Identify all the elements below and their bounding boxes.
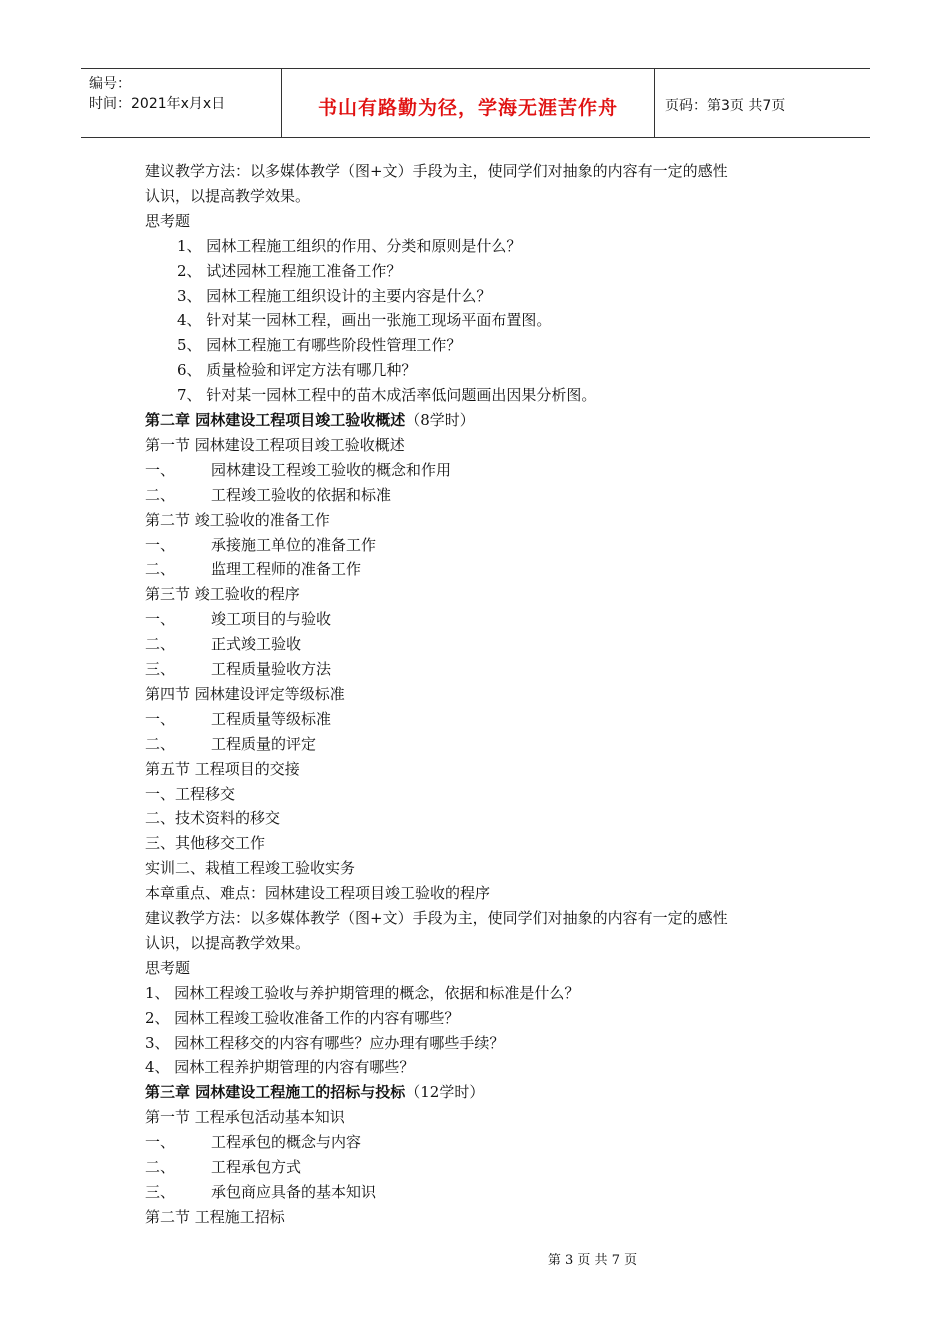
text-line bbox=[177, 310, 551, 330]
line-text: 工程竣工验收的依据和标准 bbox=[211, 485, 392, 504]
line-text: 第二章 园林建设工程项目竣工验收概述 bbox=[145, 411, 406, 429]
line-text: 4、 针对某一园林工程，画出一张施工现场平面布置图。 bbox=[177, 311, 552, 330]
text-line bbox=[145, 1207, 285, 1227]
item-number: 一、 bbox=[145, 460, 176, 479]
text-line bbox=[145, 1057, 414, 1077]
line-text: 实训二、栽植工程竣工验收实务 bbox=[145, 859, 356, 878]
text-line bbox=[145, 958, 190, 978]
line-text: 本章重点、难点：园林建设工程项目竣工验收的程序 bbox=[145, 884, 491, 903]
line-text: 2、 试述园林工程施工准备工作？ bbox=[177, 261, 402, 280]
line-text: 4、 园林工程养护期管理的内容有哪些？ bbox=[145, 1058, 415, 1077]
line-text: 竣工项目的与验收 bbox=[211, 610, 332, 629]
text-line bbox=[145, 1008, 459, 1028]
item-number: 二、 bbox=[145, 560, 176, 579]
line-text: 第二节 竣工验收的准备工作 bbox=[145, 510, 330, 529]
code-label: 编号： bbox=[89, 76, 131, 92]
credit-hours: （8学时） bbox=[405, 411, 475, 429]
line-text: 承包商应具备的基本知识 bbox=[211, 1182, 377, 1201]
line-text: 第五节 工程项目的交接 bbox=[145, 759, 300, 778]
item-number: 三、 bbox=[145, 660, 176, 678]
text-line bbox=[145, 186, 310, 206]
text-line bbox=[145, 1033, 504, 1053]
text-line bbox=[145, 833, 265, 853]
item-number: 二、 bbox=[145, 1158, 176, 1176]
line-text: 第三节 竣工验收的程序 bbox=[145, 585, 300, 604]
text-line bbox=[145, 460, 451, 480]
text-line bbox=[145, 983, 579, 1003]
time-label: 时间：2021年x月x日 bbox=[89, 96, 226, 112]
line-text: 认识，以提高教学效果。 bbox=[145, 186, 311, 205]
page-number-label: 页码：第3页 共7页 bbox=[665, 98, 786, 114]
text-line bbox=[145, 1182, 376, 1202]
header-motto-cell bbox=[282, 69, 655, 137]
line-text: 认识，以提高教学效果。 bbox=[145, 933, 311, 952]
line-text: 思考题 bbox=[145, 211, 191, 230]
line-text: 第三章 园林建设工程施工的招标与投标 bbox=[145, 1083, 406, 1102]
line-text: 3、 园林工程移交的内容有哪些？应办理有哪些手续？ bbox=[145, 1033, 505, 1052]
line-text: 6、 质量检验和评定方法有哪几种？ bbox=[177, 361, 417, 380]
line-text: 建议教学方法：以多媒体教学（图+文）手段为主，使同学们对抽象的内容有一定的感性 bbox=[145, 909, 728, 927]
line-text: 工程质量的评定 bbox=[211, 734, 317, 753]
line-text: 三、其他移交工作 bbox=[145, 834, 266, 853]
text-line bbox=[145, 1107, 345, 1127]
item-number: 三、 bbox=[145, 1182, 176, 1201]
text-line bbox=[145, 161, 728, 181]
line-text: 2、 园林工程竣工验收准备工作的内容有哪些？ bbox=[145, 1008, 460, 1027]
item-number: 二、 bbox=[145, 635, 176, 654]
text-line bbox=[145, 933, 310, 953]
text-line bbox=[145, 211, 190, 231]
text-line bbox=[177, 236, 521, 256]
text-line bbox=[145, 808, 280, 828]
item-number: 二、 bbox=[145, 485, 176, 504]
text-line bbox=[145, 883, 490, 903]
text-line bbox=[145, 684, 345, 704]
text-line bbox=[177, 385, 596, 405]
item-number: 一、 bbox=[145, 535, 176, 554]
line-text: 正式竣工验收 bbox=[211, 635, 302, 654]
line-text: 1、 园林工程施工组织的作用、分类和原则是什么？ bbox=[177, 236, 522, 255]
text-line bbox=[145, 435, 405, 455]
item-number: 二、 bbox=[145, 734, 176, 753]
text-line bbox=[145, 858, 355, 878]
line-text: 承接施工单位的准备工作 bbox=[211, 535, 377, 554]
line-text: 第二节 工程施工招标 bbox=[145, 1207, 285, 1226]
text-line bbox=[177, 360, 416, 380]
text-line bbox=[145, 1132, 361, 1152]
text-line bbox=[145, 559, 361, 579]
text-line bbox=[177, 335, 461, 355]
text-line bbox=[145, 908, 728, 928]
line-text: 第一节 工程承包活动基本知识 bbox=[145, 1108, 345, 1127]
text-line bbox=[177, 261, 401, 281]
item-number: 一、 bbox=[145, 610, 176, 629]
line-text: 5、 园林工程施工有哪些阶段性管理工作？ bbox=[177, 336, 462, 355]
header-info-cell bbox=[81, 69, 282, 137]
line-text: 工程承包的概念与内容 bbox=[211, 1133, 362, 1152]
line-text: 二、技术资料的移交 bbox=[145, 809, 281, 828]
text-line bbox=[145, 709, 331, 729]
line-text: 一、工程移交 bbox=[145, 784, 236, 803]
text-line bbox=[145, 634, 301, 654]
motto: 书山有路勤为径，学海无涯苦作舟 bbox=[317, 97, 618, 119]
text-line bbox=[145, 734, 316, 754]
text-line bbox=[145, 584, 300, 604]
line-text: 监理工程师的准备工作 bbox=[211, 560, 362, 579]
line-text: 工程承包方式 bbox=[211, 1158, 302, 1176]
line-text: 园林建设工程竣工验收的概念和作用 bbox=[211, 460, 452, 479]
text-line bbox=[145, 1157, 301, 1177]
line-text: 7、 针对某一园林工程中的苗木成活率低问题画出因果分析图。 bbox=[177, 386, 597, 405]
item-number: 一、 bbox=[145, 709, 176, 728]
line-text: 第一节 园林建设工程项目竣工验收概述 bbox=[145, 435, 405, 454]
text-line bbox=[145, 784, 235, 804]
text-line bbox=[145, 609, 331, 629]
header-page-cell bbox=[655, 69, 870, 137]
text-line bbox=[145, 535, 376, 555]
text-line bbox=[145, 659, 331, 679]
line-text: 工程质量等级标准 bbox=[211, 709, 332, 728]
text-line bbox=[145, 510, 330, 530]
page-footer: 第 3 页 共 7 页 bbox=[547, 1253, 638, 1268]
text-line bbox=[145, 485, 391, 505]
page-header bbox=[81, 68, 870, 138]
line-text: 建议教学方法：以多媒体教学（图+文）手段为主，使同学们对抽象的内容有一定的感性 bbox=[145, 162, 728, 180]
credit-hours: （12学时） bbox=[405, 1083, 485, 1102]
line-text: 第四节 园林建设评定等级标准 bbox=[145, 684, 345, 703]
chapter-heading bbox=[145, 410, 475, 430]
line-text: 工程质量验收方法 bbox=[211, 660, 332, 678]
text-line bbox=[177, 286, 491, 306]
line-text: 思考题 bbox=[145, 958, 191, 977]
item-number: 一、 bbox=[145, 1133, 176, 1152]
chapter-heading bbox=[145, 1082, 484, 1102]
line-text: 1、 园林工程竣工验收与养护期管理的概念，依据和标准是什么？ bbox=[145, 983, 580, 1002]
line-text: 3、 园林工程施工组织设计的主要内容是什么？ bbox=[177, 286, 492, 305]
text-line bbox=[145, 759, 300, 779]
